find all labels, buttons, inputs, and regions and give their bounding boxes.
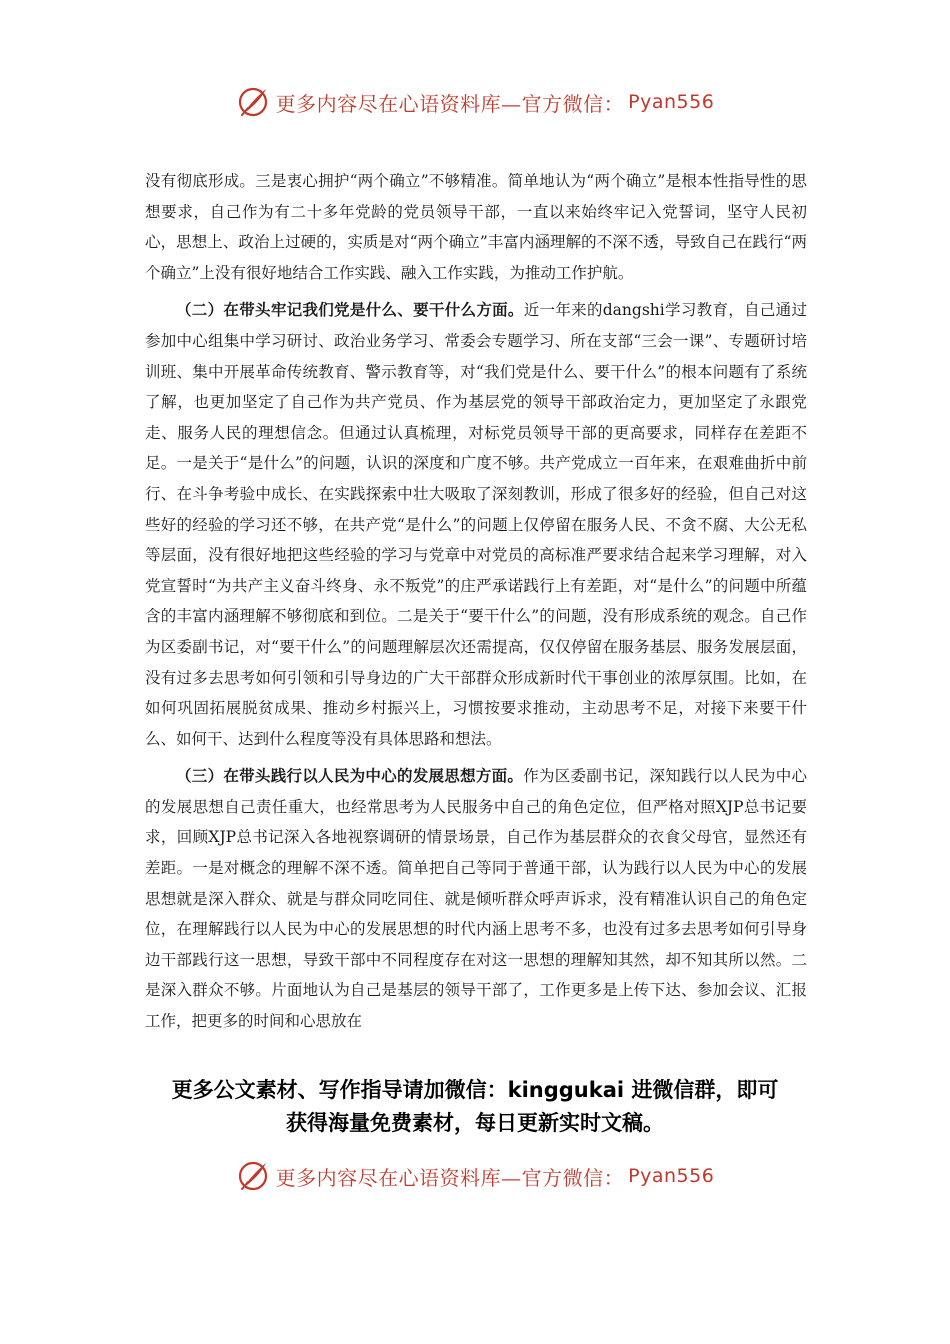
watermark-text: 更多内容尽在心语资料库—官方微信：	[275, 91, 625, 116]
promo-banner	[100, 1074, 850, 1140]
promo-line-1: 更多公文素材、写作指导请加微信：kinggukai 进微信群，即可	[171, 1078, 779, 1102]
paragraph-1-text: 没有彻底形成。三是衷心拥护“两个确立”不够精准。简单地认为“两个确立”是根本性指导性的思想要求，自己作为有二十多年党龄的党员领导干部，一直以来始终牢记入党誓词，坚守人民初心，思想上、政治上过硬的，实质是对“两个确立”丰富内涵理解的不深不透，导致自己在践行“两个确立”上没有很好地结合工作实践、融入工作实践，为推动工作护航。	[145, 172, 807, 282]
paragraph-3	[145, 761, 807, 1036]
paragraph-1	[145, 166, 807, 288]
watermark-wechat-id: Pyan556	[628, 91, 715, 113]
promo-line-2: 获得海量免费素材，每日更新实时文稿。	[286, 1111, 664, 1135]
watermark-wechat-id: Pyan556	[628, 1165, 715, 1187]
section-heading-3: （三）在带头践行以人民为中心的发展思想方面。	[176, 766, 524, 786]
quill-logo-icon	[236, 85, 270, 119]
quill-logo-icon	[236, 1159, 270, 1193]
paragraph-2	[145, 295, 807, 754]
section-heading-2: （二）在带头牢记我们党是什么、要干什么方面。	[176, 300, 524, 320]
watermark-text: 更多内容尽在心语资料库—官方微信：	[275, 1165, 625, 1190]
watermark-header	[0, 82, 950, 122]
paragraph-3-text: 作为区委副书记，深知践行以人民为中心的发展思想自己责任重大，也经常思考为人民服务中自己的角色定位，但严格对照XJP总书记要求，回顾XJP总书记深入各地视察调研的情景场景，自己作为基层群众的衣食父母官，显然还有差距。一是对概念的理解不深不透。简单把自己等同于普通干部，认为践行以人民为中心的发展思想就是深入群众、就是与群众同吃同住、就是倾听群众呼声诉求，没有精准认识自己的角色定位，在理解践行以人民为中心的发展思想的时代内涵上思考不多，也没有过多去思考如何引导身边干部践行这一思想，导致干部中不同程度存在对这一思想的理解知其然，却不知其所以然。二是深入群众不够。片面地认为自己是基层的领导干部了，工作更多是上传下达、参加会议、汇报工作，把更多的时间和心思放在	[145, 767, 807, 1031]
document-body	[145, 166, 807, 1037]
watermark-footer	[0, 1156, 950, 1196]
paragraph-2-text: 近一年来的dangshi学习教育，自己通过参加中心组集中学习研讨、政治业务学习、常委会专题学习、所在支部“三会一课”、专题研讨培训班、集中开展革命传统教育、警示教育等，对“我们党是什么、要干什么”的根本问题有了系统了解，也更加坚定了自己作为共产党员、作为基层党的领导干部政治定力，更加坚定了永跟党走、服务人民的理想信念。但通过认真梳理，对标党员领导干部的更高要求，同样存在差距不足。一是关于“是什么”的问题，认识的深度和广度不够。共产党成立一百年来，在艰难曲折中前行、在斗争考验中成长、在实践探索中壮大吸取了深刻教训，形成了很多好的经验，但自己对这些好的经验的学习还不够，在共产党“是什么”的问题上仅停留在服务人民、不贪不腐、大公无私等层面，没有很好地把这些经验的学习与党章中对党员的高标准严要求结合起来学习理解，对入党宣誓时“为共产主义奋斗终身、永不叛党”的庄严承诺践行上有差距，对“是什么”的问题中所蕴含的丰富内涵理解不够彻底和到位。二是关于“要干什么”的问题，没有形成系统的观念。自己作为区委副书记，对“要干什么”的问题理解层次还需提高，仅仅停留在服务基层、服务发展层面，没有过多去思考如何引领和引导身边的广大干部群众形成新时代干事创业的浓厚氛围。比如，在如何巩固拓展脱贫成果、推动乡村振兴上，习惯按要求推动，主动思考不足，对接下来要干什么、如何干、达到什么程度等没有具体思路和想法。	[145, 301, 807, 748]
